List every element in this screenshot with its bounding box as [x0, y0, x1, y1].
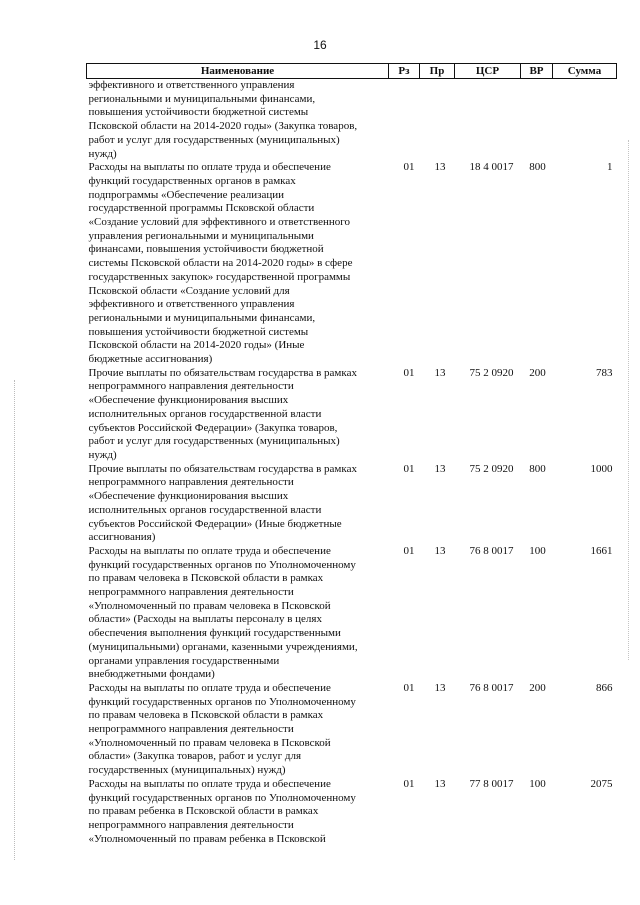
table-header-row	[87, 64, 617, 79]
row-sum: 2075	[590, 777, 613, 790]
row-name-line: функций государственных органов по Уполномоченному	[88, 695, 356, 708]
row-name-line: подпрограммы «Обеспечение реализации	[88, 188, 285, 201]
row-name-line: области» (Расходы на выплаты персоналу в целях	[88, 613, 322, 626]
row-pr: 13	[434, 681, 446, 694]
row-name-line: «Обеспечение функционирования высших	[88, 490, 289, 503]
row-name-line: функций государственных органов по Уполномоченному	[88, 558, 356, 571]
row-name-line: ассигнования)	[88, 531, 156, 544]
scan-edge-left	[14, 380, 16, 860]
table-row	[87, 161, 617, 367]
row-name-line: непрограммного направления деятельности	[88, 586, 294, 599]
row-name-line: внебюджетными фондами)	[88, 668, 215, 681]
row-vr: 800	[529, 462, 546, 475]
row-rz: 01	[403, 462, 415, 475]
row-name-line: Псковской области на 2014-2020 годы» (Закупка товаров,	[88, 120, 358, 133]
row-name-line: «Создание условий для эффективного и ответственного	[88, 216, 351, 229]
row-name-line: Прочие выплаты по обязательствам государства в рамках	[88, 366, 357, 379]
row-sum	[553, 79, 617, 162]
row-name-line: субъектов Российской Федерации» (Закупка товаров,	[88, 421, 338, 434]
row-name-line: Расходы на выплаты по оплате труда и обеспечение	[88, 681, 331, 694]
row-name-line: по правам ребенка в Псковской области в рамках	[88, 805, 319, 818]
row-name-line: государственных закупок» государственной программы	[88, 270, 351, 283]
table-row	[87, 682, 617, 778]
row-name-line: исполнительных органов государственной власти	[88, 407, 322, 420]
row-pr: 13	[434, 161, 446, 174]
header-pr: Пр	[420, 64, 455, 79]
row-name-line: «Уполномоченный по правам ребенка в Псковской	[88, 832, 326, 845]
row-name	[87, 778, 389, 847]
row-name-line: финансами, повышения устойчивости бюджетной	[88, 243, 324, 256]
row-name-line: Псковской области на 2014-2020 годы» (Иные	[88, 339, 305, 352]
row-name	[87, 79, 389, 162]
table-row	[87, 778, 617, 847]
row-name-line: непрограммного направления деятельности	[88, 723, 294, 736]
row-name-line: региональными и муниципальными финансами,	[88, 92, 316, 105]
row-name-line: обеспечения выполнения функций государственными	[88, 627, 341, 640]
row-name-line: работ и услуг для государственных (муниципальных)	[88, 133, 340, 146]
row-sum: 1661	[590, 544, 613, 557]
row-rz: 01	[403, 681, 415, 694]
row-name-line: государственных (муниципальных) нужд)	[88, 764, 286, 777]
table-body	[87, 79, 617, 847]
row-name-line: эффективного и ответственного управления	[88, 79, 295, 91]
table-row	[87, 79, 617, 162]
row-name-line: эффективного и ответственного управления	[88, 298, 295, 311]
row-csr: 76 8 0017	[469, 681, 514, 694]
row-pr: 13	[434, 544, 446, 557]
row-csr: 18 4 0017	[469, 161, 514, 174]
row-name-line: Псковской области «Создание условий для	[88, 284, 290, 297]
row-vr	[521, 79, 553, 162]
row-csr: 77 8 0017	[469, 777, 514, 790]
row-csr: 75 2 0920	[469, 366, 514, 379]
row-rz: 01	[403, 161, 415, 174]
row-name-line: повышения устойчивости бюджетной системы	[88, 325, 309, 338]
row-name-line: государственной программы Псковской области	[88, 202, 315, 215]
row-name-line: (муниципальными) органами, казенными учреждениями,	[88, 640, 358, 653]
row-name-line: исполнительных органов государственной власти	[88, 503, 322, 516]
row-name-line: нужд)	[88, 448, 117, 461]
row-name	[87, 367, 389, 463]
row-name-line: управления региональными и муниципальными	[88, 229, 314, 242]
row-vr: 800	[529, 161, 546, 174]
header-name: Наименование	[87, 64, 389, 79]
header-csr: ЦСР	[455, 64, 521, 79]
row-sum: 783	[596, 366, 613, 379]
row-name-line: системы Псковской области на 2014-2020 годы» в сфере	[88, 257, 353, 270]
scan-edge-right	[628, 140, 630, 660]
row-name-line: Прочие выплаты по обязательствам государства в рамках	[88, 462, 357, 475]
row-name-line: области» (Закупка товаров, работ и услуг для	[88, 750, 302, 763]
row-rz	[389, 79, 420, 162]
row-name	[87, 463, 389, 545]
row-name-line: по правам человека в Псковской области в рамках	[88, 709, 324, 722]
header-vr: ВР	[521, 64, 553, 79]
row-name-line: нужд)	[88, 147, 117, 160]
row-pr	[420, 79, 455, 162]
row-name	[87, 161, 389, 367]
row-sum: 866	[596, 681, 613, 694]
row-vr: 100	[529, 777, 546, 790]
row-name-line: «Обеспечение функционирования высших	[88, 394, 289, 407]
row-sum: 1000	[590, 462, 613, 475]
row-vr: 100	[529, 544, 546, 557]
row-csr: 75 2 0920	[469, 462, 514, 475]
row-name-line: бюджетные ассигнования)	[88, 353, 213, 366]
row-pr: 13	[434, 777, 446, 790]
row-name-line: работ и услуг для государственных (муниципальных)	[88, 435, 340, 448]
row-name-line: непрограммного направления деятельности	[88, 380, 294, 393]
table-row	[87, 367, 617, 463]
row-vr: 200	[529, 681, 546, 694]
row-name-line: «Уполномоченный по правам человека в Псковской	[88, 599, 331, 612]
row-name-line: «Уполномоченный по правам человека в Псковской	[88, 736, 331, 749]
row-pr: 13	[434, 366, 446, 379]
header-sum: Сумма	[553, 64, 617, 79]
row-name-line: непрограммного направления деятельности	[88, 476, 294, 489]
row-name-line: региональными и муниципальными финансами,	[88, 311, 316, 324]
row-name-line: субъектов Российской Федерации» (Иные бюджетные	[88, 517, 342, 530]
row-name-line: Расходы на выплаты по оплате труда и обеспечение	[88, 777, 331, 790]
row-name-line: непрограммного направления деятельности	[88, 818, 294, 831]
row-name	[87, 682, 389, 778]
budget-table	[86, 63, 617, 846]
page-number: 16	[313, 38, 327, 52]
row-csr	[455, 79, 521, 162]
row-rz: 01	[403, 544, 415, 557]
table-row	[87, 545, 617, 682]
row-name	[87, 545, 389, 682]
row-name-line: по правам человека в Псковской области в рамках	[88, 572, 324, 585]
row-name-line: повышения устойчивости бюджетной системы	[88, 106, 309, 119]
row-sum: 1	[607, 161, 613, 174]
row-rz: 01	[403, 366, 415, 379]
row-vr: 200	[529, 366, 546, 379]
header-rz: Рз	[389, 64, 420, 79]
row-name-line: органами управления государственными	[88, 654, 280, 667]
table-row	[87, 463, 617, 545]
row-rz: 01	[403, 777, 415, 790]
row-name-line: функций государственных органов в рамках	[88, 174, 296, 187]
row-name-line: функций государственных органов по Уполномоченному	[88, 791, 356, 804]
row-pr: 13	[434, 462, 446, 475]
row-csr: 76 8 0017	[469, 544, 514, 557]
row-name-line: Расходы на выплаты по оплате труда и обеспечение	[88, 161, 331, 174]
row-name-line: Расходы на выплаты по оплате труда и обеспечение	[88, 544, 331, 557]
